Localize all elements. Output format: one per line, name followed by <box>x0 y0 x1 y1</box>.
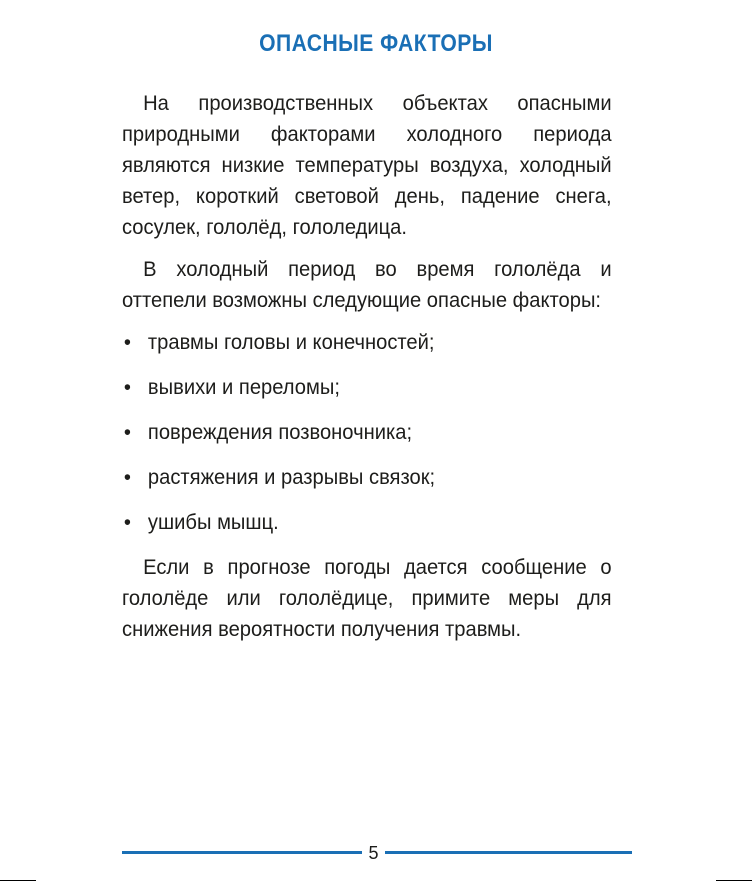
list-item-text: растяжения и разрывы связок; <box>147 466 436 489</box>
paragraph-closing: Если в прогнозе погоды дается сообщение о гололёде или гололёдице, примите меры для снижения вероятности получения травмы. <box>122 556 612 641</box>
paragraph-intro: На производственных объектах опасными природными факторами холодного периода являются низкие температуры воздуха, холодный ветер, короткий световой день, падение снега, сосулек, гололёд, гололедица. <box>122 92 612 239</box>
footer-rule-right <box>385 851 632 854</box>
list-item <box>122 417 612 448</box>
list-item <box>122 507 612 538</box>
list-item <box>122 462 612 493</box>
crop-mark-right <box>716 880 752 881</box>
bullet-icon: • <box>123 466 131 489</box>
crop-mark-left <box>0 880 36 881</box>
list-item <box>122 372 612 403</box>
hazard-list <box>122 327 612 538</box>
footer-rule-left <box>122 851 362 854</box>
bullet-icon: • <box>123 331 131 354</box>
list-item-text: травмы головы и конечностей; <box>147 331 435 354</box>
body-content <box>122 88 612 656</box>
page-number: 5 <box>368 843 379 863</box>
bullet-icon: • <box>123 511 131 534</box>
list-item-text: ушибы мышц. <box>147 511 279 534</box>
paragraph-hazards: В холодный период во время гололёда и оттепели возможны следующие опасные факторы: <box>122 258 612 312</box>
bullet-icon: • <box>123 421 131 444</box>
list-item <box>122 327 612 358</box>
bullet-icon: • <box>123 376 131 399</box>
list-item-text: вывихи и переломы; <box>147 376 340 399</box>
page-title: ОПАСНЫЕ ФАКТОРЫ <box>259 30 493 57</box>
list-item-text: повреждения позвоночника; <box>147 421 413 444</box>
page-footer <box>122 840 632 866</box>
